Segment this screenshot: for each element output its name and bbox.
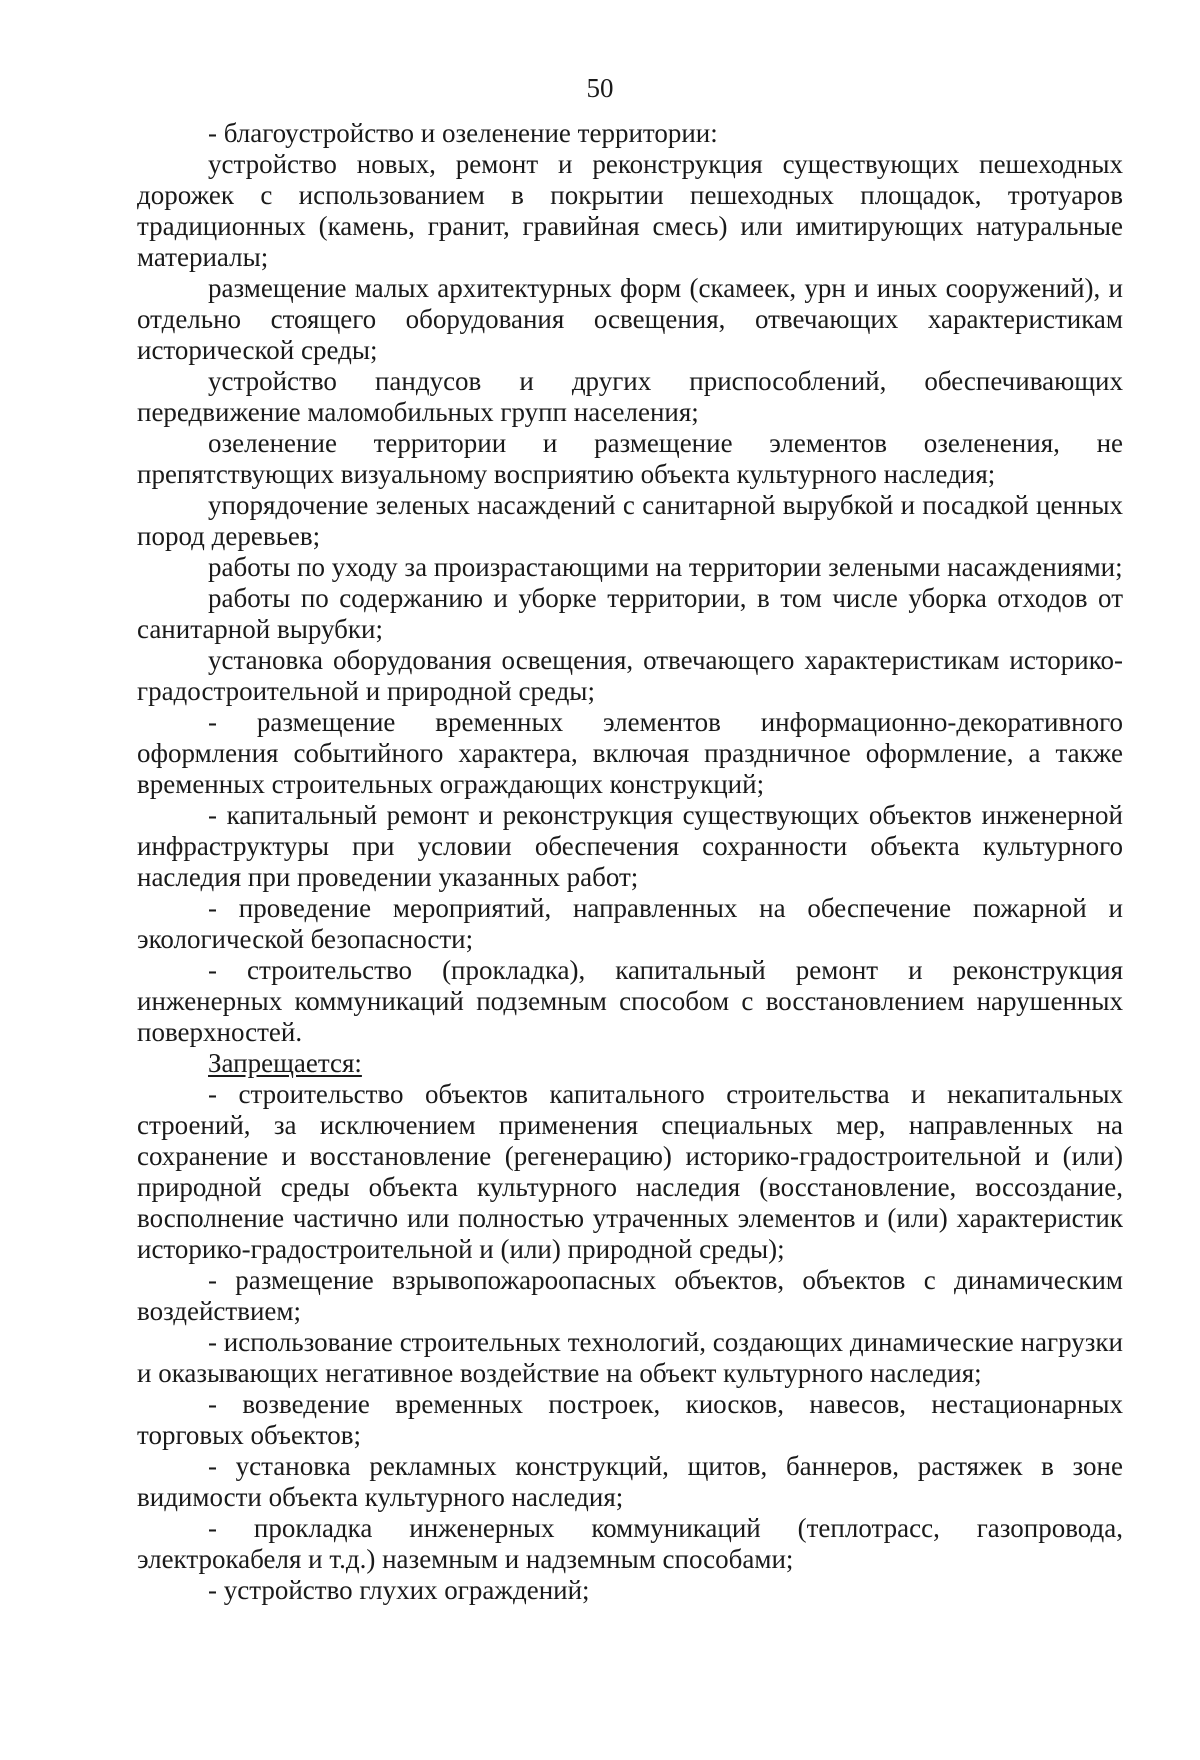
- paragraph-capital-construction: - строительство объектов капитального строительства и некапитальных строений, за исключением применения специальных мер, направленных на сохранение и восстановление (регенерацию) историко-градостроительной и (или) природной среды объекта культурного наследия (восстановление, воссоздание, восполнение частично или полностью утраченных элементов и (или) характеристик историко-градостроительной и (или) природной среды);: [137, 1079, 1123, 1264]
- paragraph-greening: озеленение территории и размещение элементов озеленения, не препятствующих визуальному восприятию объекта культурного наследия;: [137, 428, 1123, 489]
- page-number: 50: [586, 73, 614, 103]
- document-body: [137, 118, 1123, 1606]
- paragraph-lighting: установка оборудования освещения, отвечающего характеристикам историко-градостроительной и природной среды;: [137, 645, 1123, 706]
- paragraph-ramps: устройство пандусов и других приспособлений, обеспечивающих передвижение маломобильных групп населения;: [137, 366, 1123, 427]
- prohibited-heading: Запрещается:: [208, 1048, 362, 1078]
- paragraph-plant-care: работы по уходу за произрастающими на территории зелеными насаждениями;: [208, 552, 1123, 582]
- paragraph-solid-fences: - устройство глухих ограждений;: [208, 1575, 590, 1605]
- paragraph-explosive-objects: - размещение взрывопожароопасных объектов, объектов с динамическим воздействием;: [137, 1265, 1123, 1326]
- paragraph-green-plantings: упорядочение зеленых насаждений с санитарной вырубкой и посадкой ценных пород деревьев;: [137, 490, 1123, 551]
- paragraph-small-architectural-forms: размещение малых архитектурных форм (скамеек, урн и иных сооружений), и отдельно стоящего оборудования освещения, отвечающих характеристикам исторической среды;: [137, 273, 1123, 365]
- paragraph-dynamic-loads: - использование строительных технологий, создающих динамические нагрузки и оказывающих негативное воздействие на объект культурного наследия;: [137, 1327, 1123, 1388]
- paragraph-infrastructure-repair: - капитальный ремонт и реконструкция существующих объектов инженерной инфраструктуры при условии обеспечения сохранности объекта культурного наследия при проведении указанных работ;: [137, 800, 1123, 892]
- paragraph-underground-utilities: - строительство (прокладка), капитальный ремонт и реконструкция инженерных коммуникаций подземным способом с восстановлением нарушенных поверхностей.: [137, 955, 1123, 1047]
- paragraph-temporary-buildings: - возведение временных построек, киосков, навесов, нестационарных торговых объектов;: [137, 1389, 1123, 1450]
- paragraph-territory-cleaning: работы по содержанию и уборке территории, в том числе уборка отходов от санитарной вырубки;: [137, 583, 1123, 644]
- paragraph-fire-safety: - проведение мероприятий, направленных на обеспечение пожарной и экологической безопасности;: [137, 893, 1123, 954]
- paragraph-surface-utilities: - прокладка инженерных коммуникаций (теплотрасс, газопровода, электрокабеля и т.д.) наземным и надземным способами;: [137, 1513, 1123, 1574]
- paragraph-temporary-decor: - размещение временных элементов информационно-декоративного оформления событийного характера, включая праздничное оформление, а также временных строительных ограждающих конструкций;: [137, 707, 1123, 799]
- paragraph-advertising: - установка рекламных конструкций, щитов, баннеров, растяжек в зоне видимости объекта культурного наследия;: [137, 1451, 1123, 1512]
- paragraph-landscaping-heading: - благоустройство и озеленение территории:: [208, 118, 718, 148]
- paragraph-pedestrian-paths: устройство новых, ремонт и реконструкция существующих пешеходных дорожек с использованием в покрытии пешеходных площадок, тротуаров традиционных (камень, гранит, гравийная смесь) или имитирующих натуральные материалы;: [137, 149, 1123, 272]
